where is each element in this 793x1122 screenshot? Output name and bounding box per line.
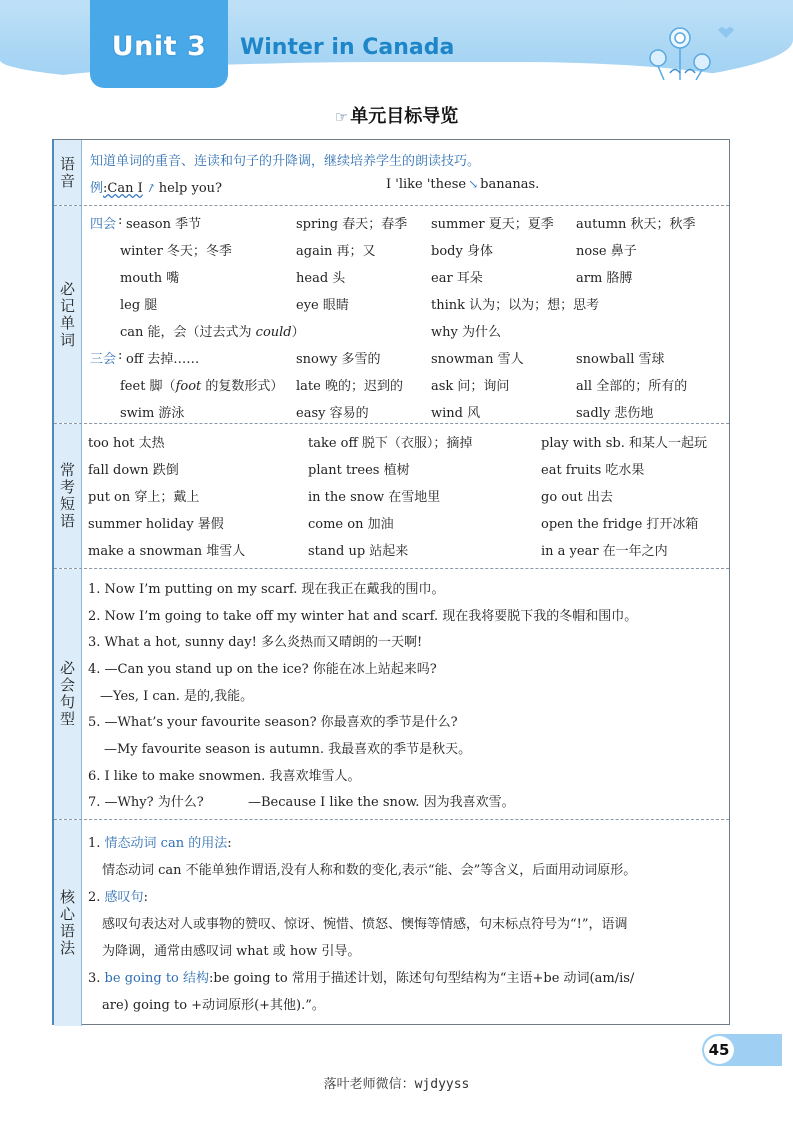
example-1-part-a: :Can I — [103, 181, 143, 196]
section-heading — [0, 102, 793, 128]
word-entry: sadly 悲伤地 — [576, 406, 654, 421]
item-number: 2. — [88, 890, 101, 905]
four-skills-label: 四会 — [90, 217, 117, 232]
pointing-hand-icon: ☞ — [334, 108, 349, 126]
word-entry: again 再；又 — [296, 244, 376, 259]
grammar-item-2-body-line-2: 为降调，通常由感叹词 what 或 how 引导。 — [102, 944, 361, 959]
word-entry: autumn 秋天；秋季 — [576, 217, 696, 232]
unit-label: Unit 3 — [111, 30, 207, 62]
colon: : — [118, 213, 123, 228]
example-prefix: 例 — [90, 181, 104, 196]
row-label-text: 必记单词 — [58, 280, 76, 349]
grammar-item-2-heading: 2. 感叹句: — [88, 890, 148, 905]
row-label-text: 核心语法 — [58, 889, 76, 957]
word-entry: wind 风 — [431, 406, 481, 421]
word-entry: think 认为；以为；想；思考 — [431, 298, 600, 313]
word-entry: snowball 雪球 — [576, 352, 665, 367]
row-label — [54, 569, 82, 819]
sentence-line: 2. Now I’m going to take off my winter hat and scarf. 现在我将要脱下我的冬帽和围巾。 — [88, 609, 638, 624]
word-entry: all 全部的；所有的 — [576, 379, 688, 394]
word-entry: swim 游泳 — [120, 406, 185, 421]
word-entry: nose 鼻子 — [576, 244, 637, 259]
word-entry: off 去掉…… — [126, 352, 200, 367]
phrase-entry: in the snow 在雪地里 — [308, 490, 441, 505]
phrase-entry: too hot 太热 — [88, 436, 165, 451]
sentence-line: 6. I like to make snowmen. 我喜欢堆雪人。 — [88, 769, 361, 784]
phrase-entry: summer holiday 暑假 — [88, 517, 224, 532]
row-label — [54, 424, 82, 568]
phrase-entry: make a snowman 堆雪人 — [88, 544, 246, 559]
row-label-text: 必会句型 — [58, 660, 76, 728]
word-entry: snowman 雪人 — [431, 352, 524, 367]
section-heading-text: 单元目标导览 — [350, 106, 459, 127]
item-number: 3. — [88, 971, 101, 986]
sentence-line: 3. What a hot, sunny day! 多么炎热而又晴朗的一天啊! — [88, 635, 423, 650]
row-label — [54, 820, 82, 1026]
grammar-item-2-body-line-1: 感叹句表达对人或事物的赞叹、惊讶、惋惜、愤怒、懊悔等情感，句末标点符号为“!”，语调 — [102, 917, 628, 932]
word-entry: arm 胳膊 — [576, 271, 633, 286]
sentence-line: 1. Now I’m putting on my scarf. 现在我正在戴我的围巾。 — [88, 582, 445, 597]
phrase-entry: go out 出去 — [541, 490, 613, 505]
grammar-item-title: 感叹句 — [104, 890, 144, 905]
word-entry: eye 眼睛 — [296, 298, 349, 313]
phrase-entry: open the fridge 打开冰箱 — [541, 517, 699, 532]
word-entry: summer 夏天；夏季 — [431, 217, 554, 232]
colon: : — [118, 348, 123, 363]
word-entry: easy 容易的 — [296, 406, 369, 421]
row-phrases — [54, 424, 729, 569]
example-2-part-b: bananas. — [480, 177, 540, 192]
sentence-line: 5. —What’s your favourite season? 你最喜欢的季节是什么? — [88, 715, 458, 730]
item-number: 1. — [88, 836, 101, 851]
pronunciation-example-2 — [386, 177, 539, 192]
phrase-entry: eat fruits 吃水果 — [541, 463, 645, 478]
phrase-entry: come on 加油 — [308, 517, 394, 532]
pronunciation-example-1 — [90, 177, 222, 196]
grammar-item-title: be going to 结构 — [104, 971, 210, 986]
phrase-entry: plant trees 植树 — [308, 463, 410, 478]
row-label-text: 语音 — [58, 155, 76, 190]
word-entry: winter 冬天；冬季 — [120, 244, 232, 259]
word-entry: ear 耳朵 — [431, 271, 483, 286]
word-entry: body 身体 — [431, 244, 493, 259]
falling-tone-arrow-icon: ↘ — [468, 177, 479, 191]
example-1-part-b: help you? — [158, 181, 222, 196]
row-pronunciation — [54, 140, 729, 206]
word-entry: leg 腿 — [120, 298, 158, 313]
row-words — [54, 206, 729, 424]
watermark-text: 落叶老师微信：wjdyyss — [323, 1077, 470, 1092]
sentence-line: —My favourite season is autumn. 我最喜欢的季节是秋天。 — [104, 742, 472, 757]
sentence-line: —Yes, I can. 是的,我能。 — [100, 689, 254, 704]
phrase-entry: fall down 跌倒 — [88, 463, 179, 478]
word-entry: ask 问；询问 — [431, 379, 510, 394]
word-entry: feet 脚（foot 的复数形式） — [120, 379, 284, 394]
phrase-entry: take off 脱下（衣服）；摘掉 — [308, 436, 473, 451]
grammar-item-3-body-line-1: :be going to 常用于描述计划，陈述句句型结构为“主语+be 动词(am/is/ — [209, 971, 635, 986]
word-entry: season 季节 — [126, 217, 202, 232]
sentence-line: 4. —Can you stand up on the ice? 你能在冰上站起来吗? — [88, 662, 437, 677]
page-number: 45 — [704, 1036, 734, 1064]
row-label — [54, 206, 82, 423]
three-skills-label: 三会 — [90, 352, 117, 367]
word-entry: can 能，会（过去式为 could） — [120, 325, 305, 340]
grammar-item-3-body-line-2: are) going to +动词原形(+其他).”。 — [102, 998, 325, 1013]
sentence-line: —Because I like the snow. 因为我喜欢雪。 — [248, 795, 515, 810]
word-entry: late 晚的；迟到的 — [296, 379, 403, 394]
unit-tab — [90, 0, 228, 88]
unit-goal-table — [52, 139, 730, 1025]
word-entry: spring 春天；春季 — [296, 217, 408, 232]
grammar-item-3 — [88, 967, 634, 986]
rising-tone-arrow-icon: ↗ — [143, 179, 158, 197]
row-sentences — [54, 569, 729, 820]
phrase-entry: in a year 在一年之内 — [541, 544, 668, 559]
row-label-text: 常考短语 — [58, 462, 76, 530]
phrase-entry: play with sb. 和某人一起玩 — [541, 436, 707, 451]
word-entry: why 为什么 — [431, 325, 501, 340]
example-2-part-a: I 'like 'these — [386, 177, 467, 192]
sentence-line: 7. —Why? 为什么? — [88, 795, 204, 810]
flower-icon — [630, 18, 740, 80]
grammar-item-title: 情态动词 can 的用法 — [104, 836, 228, 851]
grammar-item-1-body: 情态动词 can 不能单独作谓语,没有人称和数的变化,表示“能、会”等含义，后面用动词原形。 — [102, 863, 637, 878]
grammar-item-1-heading: 1. 情态动词 can 的用法: — [88, 836, 232, 851]
word-entry: snowy 多雪的 — [296, 352, 381, 367]
unit-title: Winter in Canada — [240, 35, 455, 60]
phrase-entry: stand up 站起来 — [308, 544, 409, 559]
word-entry: mouth 嘴 — [120, 271, 180, 286]
word-entry: head 头 — [296, 271, 346, 286]
row-label — [54, 140, 82, 205]
phrase-entry: put on 穿上；戴上 — [88, 490, 200, 505]
pronunciation-goal: 知道单词的重音、连读和句子的升降调，继续培养学生的朗读技巧。 — [90, 154, 481, 169]
row-grammar — [54, 820, 729, 1026]
